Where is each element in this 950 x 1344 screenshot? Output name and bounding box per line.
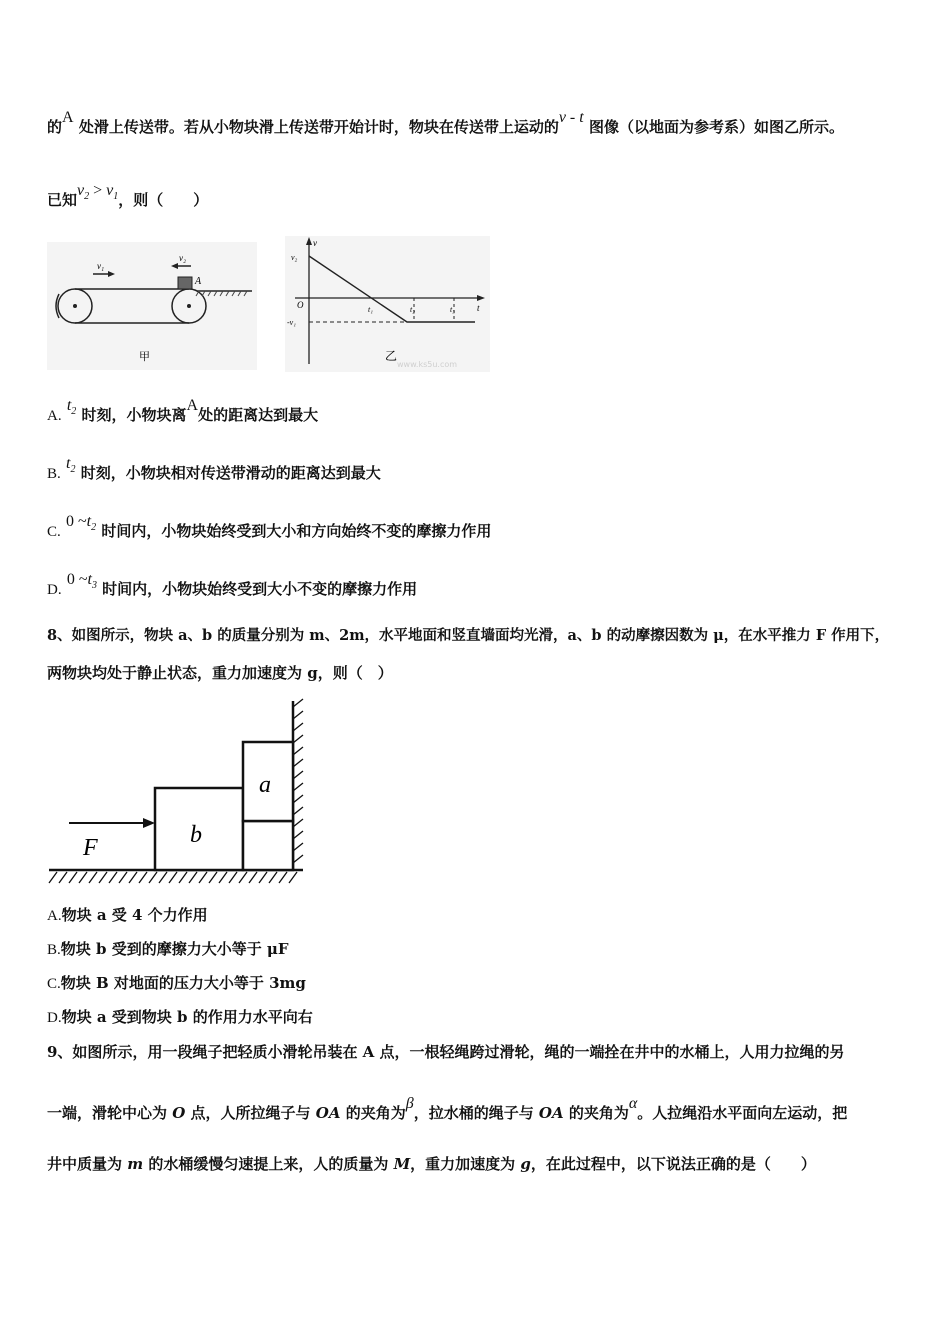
beta-symbol: β <box>405 1095 414 1112</box>
svg-text:F: F <box>83 835 98 861</box>
svg-text:a: a <box>259 772 271 798</box>
v2-gt-v1: $v_2 > v_1$ <box>77 182 119 203</box>
figure-blocks-wall <box>47 697 312 889</box>
q9-stem-line-2: 一端，滑轮中心为 O 点，人所拉绳子与 OA 的夹角为β，拉水桶的绳子与 OA 的夹角为α。人拉绳沿水平面向左运动，把 <box>47 1095 848 1122</box>
point-a-label: A <box>62 109 74 126</box>
alpha-symbol: α <box>628 1095 638 1112</box>
q7-option-d[interactable]: D. 0 $\sim t_3$ 时间内，小物块始终受到大小不变的摩擦力作用 <box>47 571 418 598</box>
svg-text:v: v <box>313 238 317 248</box>
svg-text:t: t <box>477 303 480 313</box>
q7-option-b[interactable]: B. $t_2$ 时刻，小物块相对传送带滑动的距离达到最大 <box>47 455 381 482</box>
svg-text:乙: 乙 <box>385 349 398 363</box>
vt-label: v - t <box>558 109 584 126</box>
q8-stem-line-2: 两物块均处于静止状态，重力加速度为 g，则（ ） <box>47 664 393 682</box>
svg-text:A: A <box>195 276 202 287</box>
watermark: www.ks5u.com <box>397 360 458 369</box>
q8-option-b[interactable]: B.物块 b 受到的摩擦力大小等于 μF <box>47 940 289 958</box>
svg-text:t₂: t₂ <box>410 305 416 314</box>
q7-option-a[interactable]: A. $t_2$ 时刻，小物块离A处的距离达到最大 <box>47 397 319 424</box>
svg-text:O: O <box>297 300 304 310</box>
svg-text:v₂: v₂ <box>291 253 298 262</box>
q7-option-c[interactable]: C. 0 $\sim t_2$ 时间内，小物块始终受到大小和方向始终不变的摩擦力作用 <box>47 513 492 540</box>
q7-stem-line-2: 已知$v_2 > v_1$，则（ ） <box>47 182 209 209</box>
svg-text:v₂: v₂ <box>179 253 187 263</box>
svg-text:b: b <box>190 822 202 848</box>
svg-text:-v₁: -v₁ <box>287 318 296 327</box>
svg-text:t₃: t₃ <box>450 305 456 314</box>
svg-text:t₁: t₁ <box>368 305 374 314</box>
q9-stem-line-1: 9、如图所示，用一段绳子把轻质小滑轮吊装在 A 点，一根轻绳跨过滑轮，绳的一端拴在井中的水桶上，人用力拉绳的另 <box>47 1043 845 1061</box>
q8-stem-line-1: 8、如图所示，物块 a、b 的质量分别为 m、2m，水平地面和竖直墙面均光滑，a、b 的动摩擦因数为 μ，在水平推力 F 作用下， <box>47 627 890 644</box>
small-block <box>178 277 192 289</box>
q9-stem-line-3: 井中质量为 m 的水桶缓慢匀速提上来，人的质量为 M，重力加速度为 g，在此过程中，以下说法正确的是（ ） <box>47 1155 816 1173</box>
svg-text:甲: 甲 <box>139 350 150 363</box>
q8-option-a[interactable]: A.物块 a 受 4 个力作用 <box>47 906 208 924</box>
q7-stem-line-1: 的A 处滑上传送带。若从小物块滑上传送带开始计时，物块在传送带上运动的v - t 图像（以地面为参考系）如图乙所示。 <box>47 109 844 136</box>
svg-text:v₁: v₁ <box>97 261 105 271</box>
figure-conveyor-belt <box>47 242 257 370</box>
q8-option-c[interactable]: C.物块 B 对地面的压力大小等于 3mg <box>47 974 306 992</box>
q8-option-d[interactable]: D.物块 a 受到物块 b 的作用力水平向右 <box>47 1008 313 1026</box>
figure-vt-graph <box>285 236 490 372</box>
